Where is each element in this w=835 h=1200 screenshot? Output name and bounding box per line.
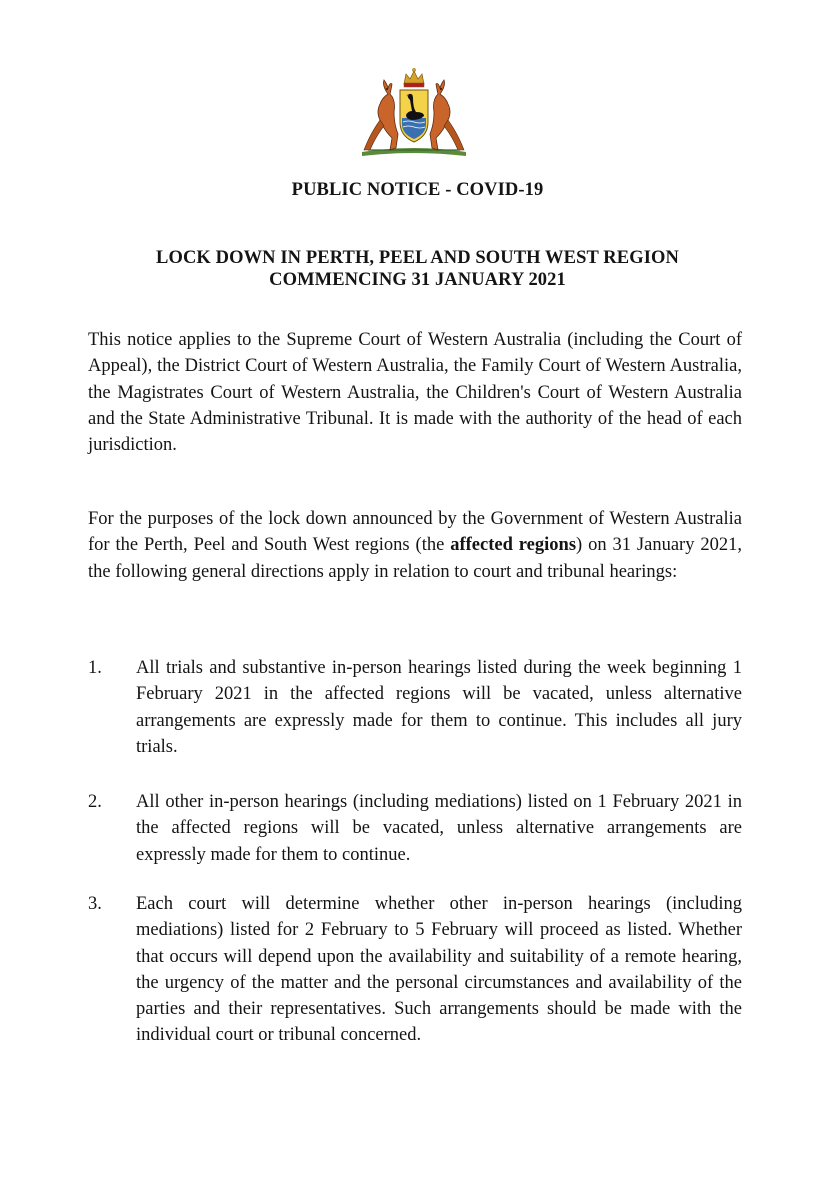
direction-number: 1.: [88, 658, 102, 678]
direction-text: Each court will determine whether other in-person hearings (including mediations) listed for 2 February to 5 February will proceed as listed. Whether that occurs will depend upon the availability and suitability of a remote hearing, the urgency of the matter and the personal circumstances and availability of the parties and their representatives. Such arrangements should be made with the individual court or tribunal concerned.: [136, 894, 742, 1046]
notice-subtitle-line-1: LOCK DOWN IN PERTH, PEEL AND SOUTH WEST REGION: [156, 248, 679, 268]
purpose-text-after: ) on 31 January 2021, the following general directions apply in relation to court and tribunal hearings:: [88, 535, 743, 582]
notice-title: PUBLIC NOTICE - COVID-19: [291, 180, 544, 200]
purpose-paragraph: [88, 506, 742, 585]
direction-text: All other in-person hearings (including mediations) listed on 1 February 2021 in the affected regions will be vacated, unless alternative arrangements are expressly made for them to continue.: [136, 792, 742, 865]
direction-number: 3.: [88, 894, 102, 914]
intro-paragraph: This notice applies to the Supreme Court of Western Australia (including the Court of Appeal), the District Court of Western Australia, the Family Court of Western Australia, the Magistrates Court of Western Australia, the Children's Court of Western Australia and the State Administrative Tribunal. It is made with the authority of the head of each jurisdiction.: [88, 330, 742, 456]
direction-number: 2.: [88, 792, 102, 812]
notice-subtitle-line-2: COMMENCING 31 JANUARY 2021: [269, 270, 566, 290]
notice-subtitle: [0, 247, 835, 291]
western-australia-coat-of-arms-icon: [354, 64, 474, 160]
direction-text: All trials and substantive in-person hearings listed during the week beginning 1 February 2021 in the affected regions will be vacated, unless alternative arrangements are expressly made for them to continue. This includes all jury trials.: [136, 658, 742, 757]
affected-regions-term: affected regions: [450, 535, 577, 556]
purpose-text-before: For the purposes of the lock down announced by the Government of Western Australia for the Perth, Peel and South West regions (the: [88, 509, 742, 556]
